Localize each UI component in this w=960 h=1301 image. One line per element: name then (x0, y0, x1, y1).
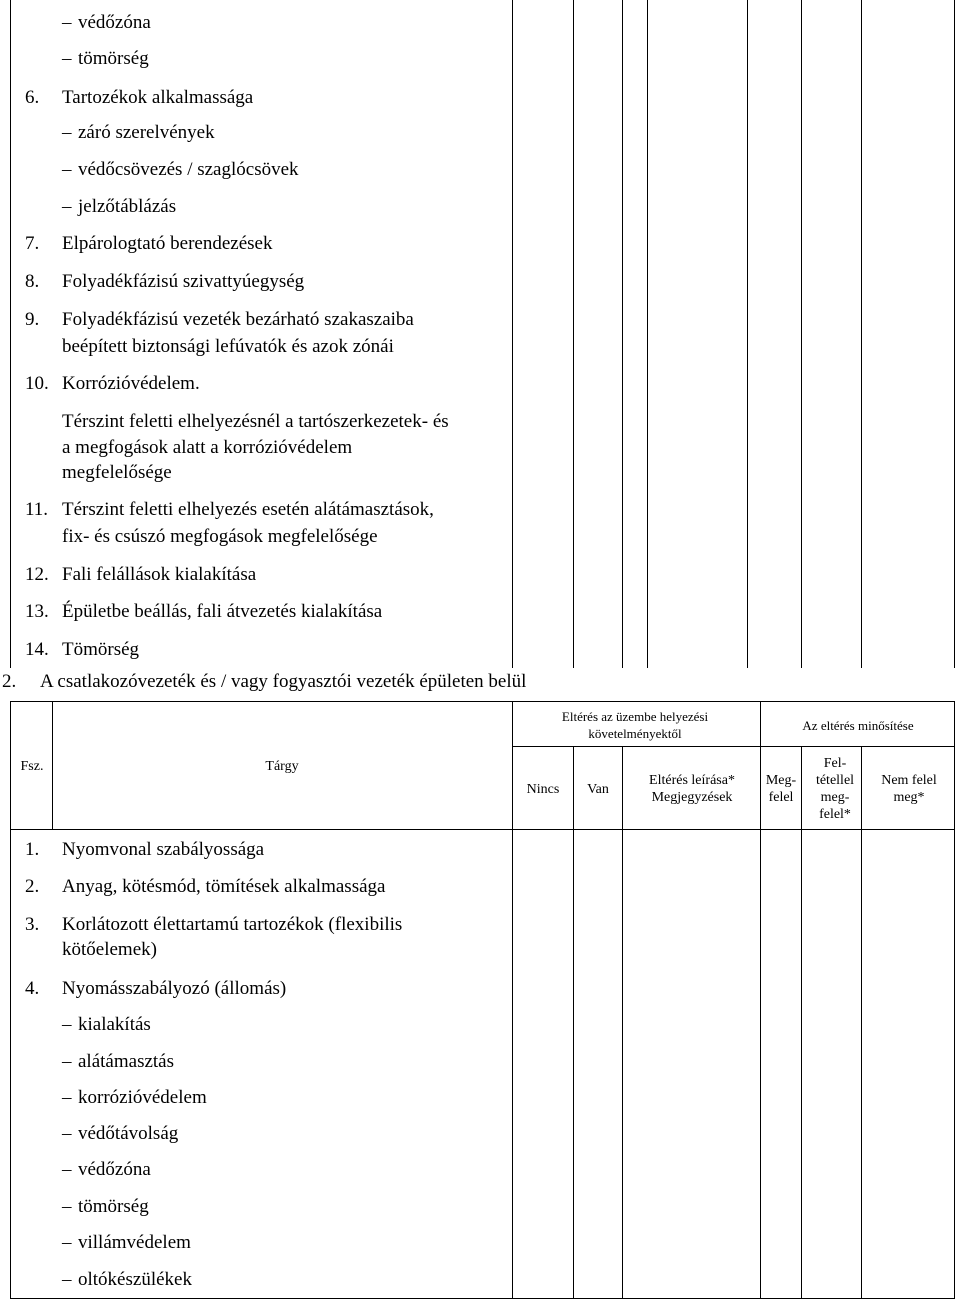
table-row: 4. Nyomásszabályozó (állomás) (25, 978, 287, 999)
list-subitem: – tömörség (62, 47, 149, 71)
answer-cell-leiras[interactable] (623, 830, 759, 1298)
table-subrow: – oltókészülékek (62, 1268, 192, 1292)
table-subrow: – védőtávolság (62, 1122, 178, 1146)
column-line (801, 0, 802, 668)
list-item: 7. Elpárologtató berendezések (25, 233, 273, 254)
column-line (573, 0, 574, 668)
list-item: 12. Fali felállások kialakítása (25, 564, 257, 585)
section-heading: 2. A csatlakozóvezeték és / vagy fogyasztói vezeték épületen belül (2, 671, 527, 692)
table-subrow: – korrózióvédelem (62, 1086, 207, 1110)
table-row: 2. Anyag, kötésmód, tömítések alkalmassága (25, 876, 386, 897)
column-header-nincs: Nincs (526, 782, 560, 797)
list-subitem: – jelzőtáblázás (62, 195, 176, 219)
table-subrow: – tömörség (62, 1195, 149, 1219)
list-item: 14. Tömörség (25, 639, 140, 660)
column-line (52, 701, 53, 829)
table-row: 1. Nyomvonal szabályossága (25, 839, 265, 860)
column-line (512, 0, 513, 668)
list-subitem: – védőzóna (62, 11, 151, 35)
table-subrow: – villámvédelem (62, 1231, 191, 1255)
list-item-continuation: beépített biztonsági lefúvatók és azok zónái (62, 336, 394, 357)
table-row: 3. Korlátozott élettartamú tartozékok (flexibilis (25, 914, 403, 935)
column-header-targy: Tárgy (265, 759, 299, 774)
column-line (622, 0, 623, 668)
column-header-leiras: Eltérés leírása* Megjegyzések (649, 773, 735, 805)
list-item: 8. Folyadékfázisú szivattyúegység (25, 271, 305, 292)
column-line (10, 0, 11, 668)
column-group-rating: Az eltérés minősítése (802, 718, 914, 733)
group-divider (512, 746, 955, 747)
list-item: 6. Tartozékok alkalmassága (25, 87, 254, 108)
table-border (10, 701, 955, 702)
column-line (954, 0, 955, 668)
list-item: 9. Folyadékfázisú vezeték bezárható szakaszaiba (25, 309, 414, 330)
list-item-continuation: fix- és csúszó megfogások megfelelősége (62, 526, 378, 547)
column-header-feltetellel: Fel- tétellel meg- felel* (815, 756, 855, 822)
list-subitem: – záró szerelvények (62, 121, 215, 145)
column-line (747, 0, 748, 668)
table-border (10, 701, 11, 1299)
table-border (954, 701, 955, 1299)
answer-cell-van[interactable] (574, 830, 621, 1298)
table-row-continuation: kötőelemek) (62, 939, 157, 960)
table-border (10, 1298, 955, 1299)
column-header-nem-felel: Nem felel meg* (881, 773, 937, 805)
column-header-van: Van (587, 782, 609, 797)
list-paragraph: a megfogások alatt a korrózióvédelem (62, 437, 353, 458)
column-header-megfelel: Meg- felel (765, 773, 797, 805)
table-subrow: – védőzóna (62, 1158, 151, 1182)
list-item: 11. Térszint feletti elhelyezés esetén alátámasztások, (25, 499, 434, 520)
list-item: 10. Korrózióvédelem. (25, 373, 200, 394)
list-paragraph: Térszint feletti elhelyezésnél a tartószerkezetek- és (62, 411, 449, 432)
answer-cell-megfelel[interactable] (761, 830, 800, 1298)
answer-cell-nincs[interactable] (513, 830, 572, 1298)
list-subitem: – védőcsövezés / szaglócsövek (62, 158, 299, 182)
column-group-deviation: Eltérés az üzembe helyezési követelményektől (561, 709, 709, 741)
table-subrow: – kialakítás (62, 1013, 151, 1037)
table-subrow: – alátámasztás (62, 1050, 174, 1074)
list-item: 13. Épületbe beállás, fali átvezetés kialakítása (25, 601, 383, 622)
answer-cell-feltetellel[interactable] (802, 830, 860, 1298)
column-header-fsz: Fsz. (20, 759, 44, 774)
column-line (861, 0, 862, 668)
column-line (647, 0, 648, 668)
answer-cell-nem-felel[interactable] (862, 830, 953, 1298)
list-paragraph: megfelelősége (62, 462, 172, 483)
